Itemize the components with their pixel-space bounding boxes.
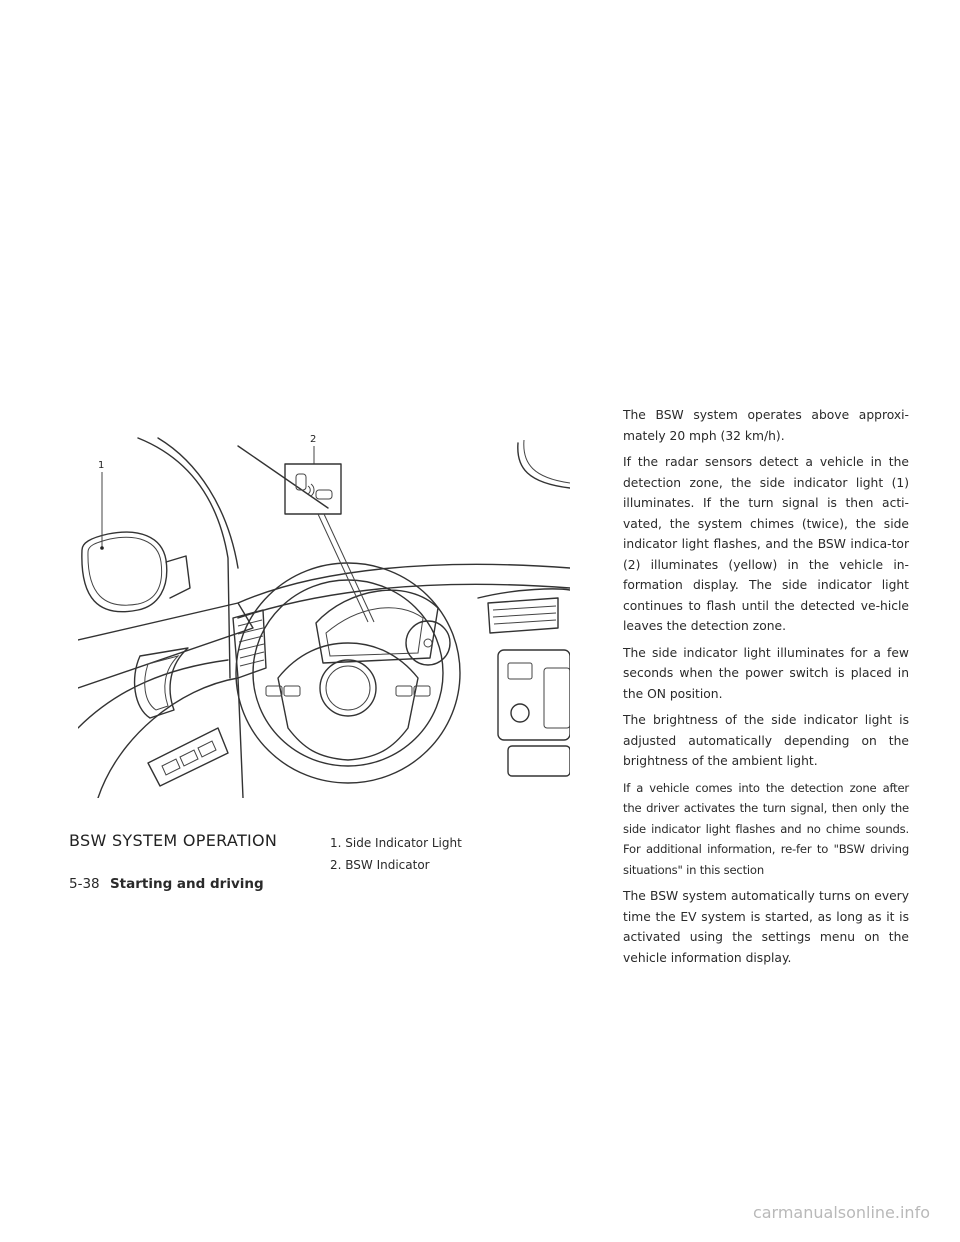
- caption-item: 2. BSW Indicator: [330, 858, 430, 872]
- watermark: carmanualsonline.info: [752, 1203, 930, 1222]
- paragraph: The BSW system automatically turns on every time the EV system is started, as long as it is activated using the settings menu on the vehicle information display.: [623, 889, 909, 965]
- body-text-column: [623, 405, 909, 974]
- page-number: 5-38: [69, 876, 100, 892]
- callout-1: 1: [98, 460, 105, 471]
- paragraph: The BSW system operates above approxi-mately 20 mph (32 km/h).: [623, 408, 909, 443]
- chapter-title: Starting and driving: [109, 876, 264, 892]
- page-footer: [69, 876, 264, 892]
- paragraph: The brightness of the side indicator light is adjusted automatically depending on the brightness of the ambient light.: [623, 713, 909, 768]
- caption-item: 1. Side Indicator Light: [330, 836, 462, 850]
- caption-list: [330, 832, 462, 876]
- paragraph: The side indicator light illuminates for a few seconds when the power switch is placed in the ON position.: [623, 645, 909, 701]
- paragraph: If the radar sensors detect a vehicle in the detection zone, the side indicator light (1) illuminates. If the turn signal is then acti-vated, the system chimes (twice), the side indicator light flashes, and the BSW indica-tor (2) illuminates (yellow) in the vehicle in-formation display. The side indicator light continues to flash until the detected ve-hicle leaves the detection zone.: [623, 455, 909, 633]
- paragraph: If a vehicle comes into the detection zone after the driver activates the turn signal, then only the side indicator light flashes and no chime sounds. For additional information, re-fer to "BSW driving situations" in this section: [623, 780, 909, 877]
- section-heading: BSW SYSTEM OPERATION: [69, 831, 278, 850]
- dashboard-illustration: [78, 428, 570, 798]
- callout-2: 2: [310, 434, 317, 445]
